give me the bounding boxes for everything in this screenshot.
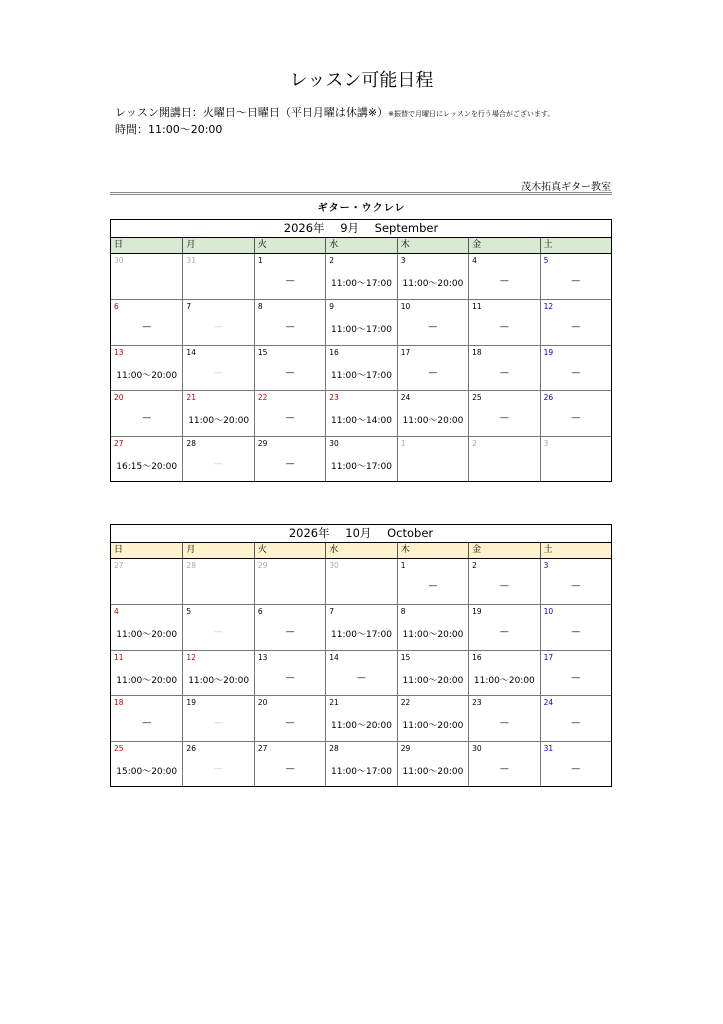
day-cell [254, 695, 325, 740]
day-number: 3 [543, 438, 549, 448]
day-cell [397, 345, 468, 390]
closed-dash: — [571, 763, 581, 774]
lesson-time: 11:00～17:00 [331, 461, 392, 472]
lesson-time: 11:00～17:00 [331, 279, 392, 289]
closed-dash: — [499, 763, 509, 774]
day-number: 2 [329, 256, 335, 265]
day-number: 11 [472, 302, 482, 312]
day-cell [397, 695, 468, 740]
day-number: 23 [329, 393, 339, 403]
day-number: 2 [472, 561, 477, 570]
day-number: 8 [257, 302, 263, 312]
day-number: 10 [543, 607, 554, 617]
lesson-time: 15:00～20:00 [116, 766, 178, 777]
lesson-time: 11:00～20:00 [402, 675, 464, 686]
weekday-label: 日 [114, 545, 124, 555]
day-cell [325, 559, 396, 604]
calendar-september [110, 219, 612, 482]
lesson-note: ※振替で月曜日にレッスンを行う場合がございます。 [388, 110, 555, 118]
section-title: ギター・ウクレレ [317, 203, 406, 214]
day-cell [182, 650, 253, 695]
day-number: 25 [472, 393, 482, 403]
day-cell [540, 436, 611, 481]
calendar-year: 2026年 [283, 221, 325, 235]
day-cell [111, 254, 182, 299]
day-number: 16 [329, 347, 339, 357]
day-number: 30 [114, 256, 124, 265]
day-cell [111, 695, 182, 740]
day-number: 18 [114, 698, 124, 708]
weekday-label: 金 [468, 238, 539, 253]
school-name: 茂木拓真ギター教室 [521, 182, 611, 193]
day-cell [468, 650, 539, 695]
weekday-label: 水 [325, 238, 396, 253]
day-number: 19 [472, 607, 482, 617]
day-cell [182, 345, 253, 390]
day-cell [254, 390, 325, 435]
lesson-time: 11:00～17:00 [331, 370, 392, 381]
day-cell [397, 741, 468, 786]
day-number: 27 [257, 743, 268, 753]
day-cell [325, 436, 396, 481]
day-cell [182, 741, 253, 786]
closed-dash: — [214, 458, 224, 469]
weekday-label: 木 [397, 238, 468, 253]
day-number: 23 [472, 698, 482, 708]
lesson-time: 11:00～20:00 [402, 279, 464, 289]
calendar-month-en: October [387, 526, 434, 540]
day-cell [540, 559, 611, 604]
day-number: 31 [186, 256, 196, 265]
day-number: 1 [400, 561, 406, 570]
day-number: 25 [114, 743, 124, 753]
calendar-month-en: September [374, 221, 439, 235]
closed-dash: — [571, 276, 581, 286]
day-cell [397, 390, 468, 435]
day-number: 24 [400, 393, 411, 403]
day-cell [397, 604, 468, 649]
day-cell [111, 604, 182, 649]
day-number: 30 [329, 561, 339, 570]
closed-dash: — [499, 627, 509, 638]
day-number: 13 [114, 347, 124, 357]
lesson-time: 11:00～17:00 [331, 766, 392, 777]
lesson-time: 11:00～20:00 [188, 416, 250, 427]
day-cell [540, 390, 611, 435]
day-number: 20 [114, 393, 124, 403]
day-number: 17 [543, 652, 554, 662]
day-cell [182, 254, 253, 299]
lesson-time: 11:00～17:00 [331, 325, 392, 336]
day-cell [325, 604, 396, 649]
day-number: 15 [257, 347, 268, 357]
closed-dash: — [285, 718, 295, 729]
day-number: 22 [257, 393, 268, 403]
closed-dash: — [571, 627, 581, 638]
weekday-label: 金 [468, 543, 539, 558]
day-number: 26 [543, 393, 554, 403]
weekday-label: 土 [540, 543, 611, 558]
day-number: 12 [543, 302, 554, 312]
day-number: 13 [257, 652, 268, 662]
closed-dash: — [285, 276, 295, 286]
day-number: 10 [400, 302, 411, 312]
day-cell [325, 254, 396, 299]
day-cell [397, 299, 468, 344]
day-number: 21 [186, 393, 196, 403]
day-cell [540, 695, 611, 740]
day-number: 30 [329, 438, 339, 448]
closed-dash: — [571, 367, 581, 378]
closed-dash: — [571, 322, 581, 333]
weekday-label: 月 [182, 238, 253, 253]
day-cell [468, 695, 539, 740]
day-cell [254, 650, 325, 695]
day-cell [325, 650, 396, 695]
weekday-label: 火 [254, 543, 325, 558]
day-cell [468, 299, 539, 344]
weekday-label: 土 [540, 238, 611, 253]
lesson-time: 11:00～20:00 [188, 675, 250, 686]
closed-dash: — [285, 413, 295, 424]
day-cell [182, 299, 253, 344]
closed-dash: — [214, 718, 224, 729]
lesson-days: レッスン開講日：火曜日～日曜日（平日月曜は休講※） [115, 106, 389, 119]
day-cell [540, 345, 611, 390]
day-cell [111, 299, 182, 344]
lesson-time: 11:00～20:00 [402, 416, 464, 427]
weekday-label: 火 [254, 238, 325, 253]
day-number: 27 [114, 438, 124, 448]
day-number: 29 [257, 438, 268, 448]
day-number: 4 [472, 256, 477, 265]
divider-line [110, 194, 612, 195]
day-number: 2 [472, 438, 477, 448]
closed-dash: — [142, 718, 152, 729]
day-cell [111, 741, 182, 786]
day-number: 3 [543, 561, 549, 570]
day-number: 29 [257, 561, 268, 570]
closed-dash: — [571, 718, 581, 729]
day-cell [254, 299, 325, 344]
day-cell [540, 741, 611, 786]
day-cell [397, 436, 468, 481]
day-number: 17 [400, 347, 411, 357]
day-number: 18 [472, 347, 482, 357]
day-cell [254, 604, 325, 649]
closed-dash: — [285, 627, 295, 638]
day-cell [182, 604, 253, 649]
day-number: 1 [257, 256, 263, 265]
closed-dash: — [428, 367, 438, 378]
calendar-grid [111, 559, 611, 786]
day-cell [468, 559, 539, 604]
lesson-time: 11:00～20:00 [116, 675, 178, 686]
calendar-title [111, 525, 611, 543]
day-cell [540, 604, 611, 649]
closed-dash: — [499, 581, 509, 591]
day-number: 30 [472, 743, 482, 753]
day-number: 20 [257, 698, 268, 708]
calendar-month: 10月 [345, 526, 372, 540]
day-cell [397, 650, 468, 695]
weekday-label: 木 [397, 543, 468, 558]
day-number: 19 [543, 347, 554, 357]
closed-dash: — [214, 763, 224, 774]
day-cell [325, 299, 396, 344]
lesson-time: 11:00～20:00 [331, 721, 392, 732]
closed-dash: — [499, 718, 509, 729]
day-number: 14 [329, 652, 339, 662]
calendar-title [111, 220, 611, 238]
weekday-header [111, 543, 611, 559]
divider-line [110, 192, 612, 193]
day-number: 22 [400, 698, 411, 708]
closed-dash: — [285, 458, 295, 469]
day-number: 28 [186, 438, 196, 448]
day-number: 16 [472, 652, 482, 662]
weekday-label: 日 [114, 240, 124, 250]
day-cell [468, 604, 539, 649]
day-cell [111, 650, 182, 695]
closed-dash: — [499, 276, 509, 286]
day-number: 7 [329, 607, 335, 617]
day-cell [325, 741, 396, 786]
day-number: 3 [400, 256, 406, 265]
day-number: 7 [186, 302, 192, 312]
day-number: 27 [114, 561, 124, 570]
day-cell [111, 559, 182, 604]
day-number: 6 [257, 607, 263, 617]
day-number: 31 [543, 743, 554, 753]
day-cell [468, 436, 539, 481]
day-number: 5 [543, 256, 549, 265]
calendar-month: 9月 [340, 221, 360, 235]
day-cell [254, 254, 325, 299]
closed-dash: — [142, 413, 152, 424]
closed-dash: — [571, 672, 581, 683]
day-number: 1 [400, 438, 406, 448]
lesson-time: 11:00～17:00 [331, 630, 392, 641]
day-number: 11 [114, 652, 124, 662]
day-number: 8 [400, 607, 406, 617]
lesson-time: 11:00～20:00 [402, 721, 464, 732]
day-number: 12 [186, 652, 196, 662]
closed-dash: — [285, 367, 295, 378]
day-cell [468, 741, 539, 786]
closed-dash: — [428, 581, 438, 591]
day-number: 19 [186, 698, 196, 708]
closed-dash: — [285, 763, 295, 774]
lesson-hours: 時間：11:00～20:00 [115, 123, 223, 136]
closed-dash: — [285, 672, 295, 683]
weekday-header [111, 238, 611, 254]
closed-dash: — [499, 367, 509, 378]
day-cell [468, 390, 539, 435]
day-cell [325, 390, 396, 435]
day-cell [540, 650, 611, 695]
lesson-time: 11:00～20:00 [402, 766, 464, 777]
calendar-year: 2026年 [288, 526, 330, 540]
lesson-time: 11:00～14:00 [331, 416, 392, 427]
day-cell [397, 559, 468, 604]
closed-dash: — [285, 322, 295, 333]
day-number: 9 [329, 302, 335, 312]
day-cell [468, 345, 539, 390]
day-number: 24 [543, 698, 554, 708]
closed-dash: — [428, 322, 438, 333]
day-cell [397, 254, 468, 299]
day-cell [325, 345, 396, 390]
lesson-time: 11:00～20:00 [116, 370, 178, 381]
day-cell [468, 254, 539, 299]
day-cell [254, 559, 325, 604]
weekday-label: 水 [325, 543, 396, 558]
day-cell [111, 345, 182, 390]
day-number: 15 [400, 652, 411, 662]
day-number: 21 [329, 698, 339, 708]
day-cell [325, 695, 396, 740]
lesson-time: 16:15～20:00 [116, 461, 178, 472]
closed-dash: — [571, 413, 581, 424]
lesson-time: 11:00～20:00 [402, 630, 464, 641]
closed-dash: — [356, 672, 366, 683]
day-number: 4 [114, 607, 119, 617]
calendar-grid [111, 254, 611, 481]
closed-dash: — [571, 581, 581, 591]
calendar-october [110, 524, 612, 787]
day-number: 26 [186, 743, 196, 753]
day-number: 14 [186, 347, 196, 357]
day-cell [540, 299, 611, 344]
lesson-days-line [115, 105, 554, 122]
day-cell [111, 390, 182, 435]
closed-dash: — [214, 322, 224, 333]
day-cell [254, 345, 325, 390]
day-cell [540, 254, 611, 299]
day-number: 29 [400, 743, 411, 753]
page-title: レッスン可能日程 [289, 70, 434, 91]
closed-dash: — [142, 322, 152, 333]
day-cell [182, 390, 253, 435]
day-cell [182, 559, 253, 604]
day-cell [182, 436, 253, 481]
closed-dash: — [214, 627, 224, 638]
day-cell [111, 436, 182, 481]
day-cell [182, 695, 253, 740]
day-number: 28 [186, 561, 196, 570]
lesson-time: 11:00～20:00 [116, 630, 178, 641]
closed-dash: — [214, 367, 224, 378]
closed-dash: — [499, 413, 509, 424]
lesson-time: 11:00～20:00 [473, 675, 535, 686]
day-cell [254, 436, 325, 481]
day-number: 6 [114, 302, 119, 312]
day-number: 28 [329, 743, 339, 753]
day-cell [254, 741, 325, 786]
closed-dash: — [499, 322, 509, 333]
day-number: 5 [186, 607, 192, 617]
lesson-info [115, 105, 554, 138]
weekday-label: 月 [182, 543, 253, 558]
